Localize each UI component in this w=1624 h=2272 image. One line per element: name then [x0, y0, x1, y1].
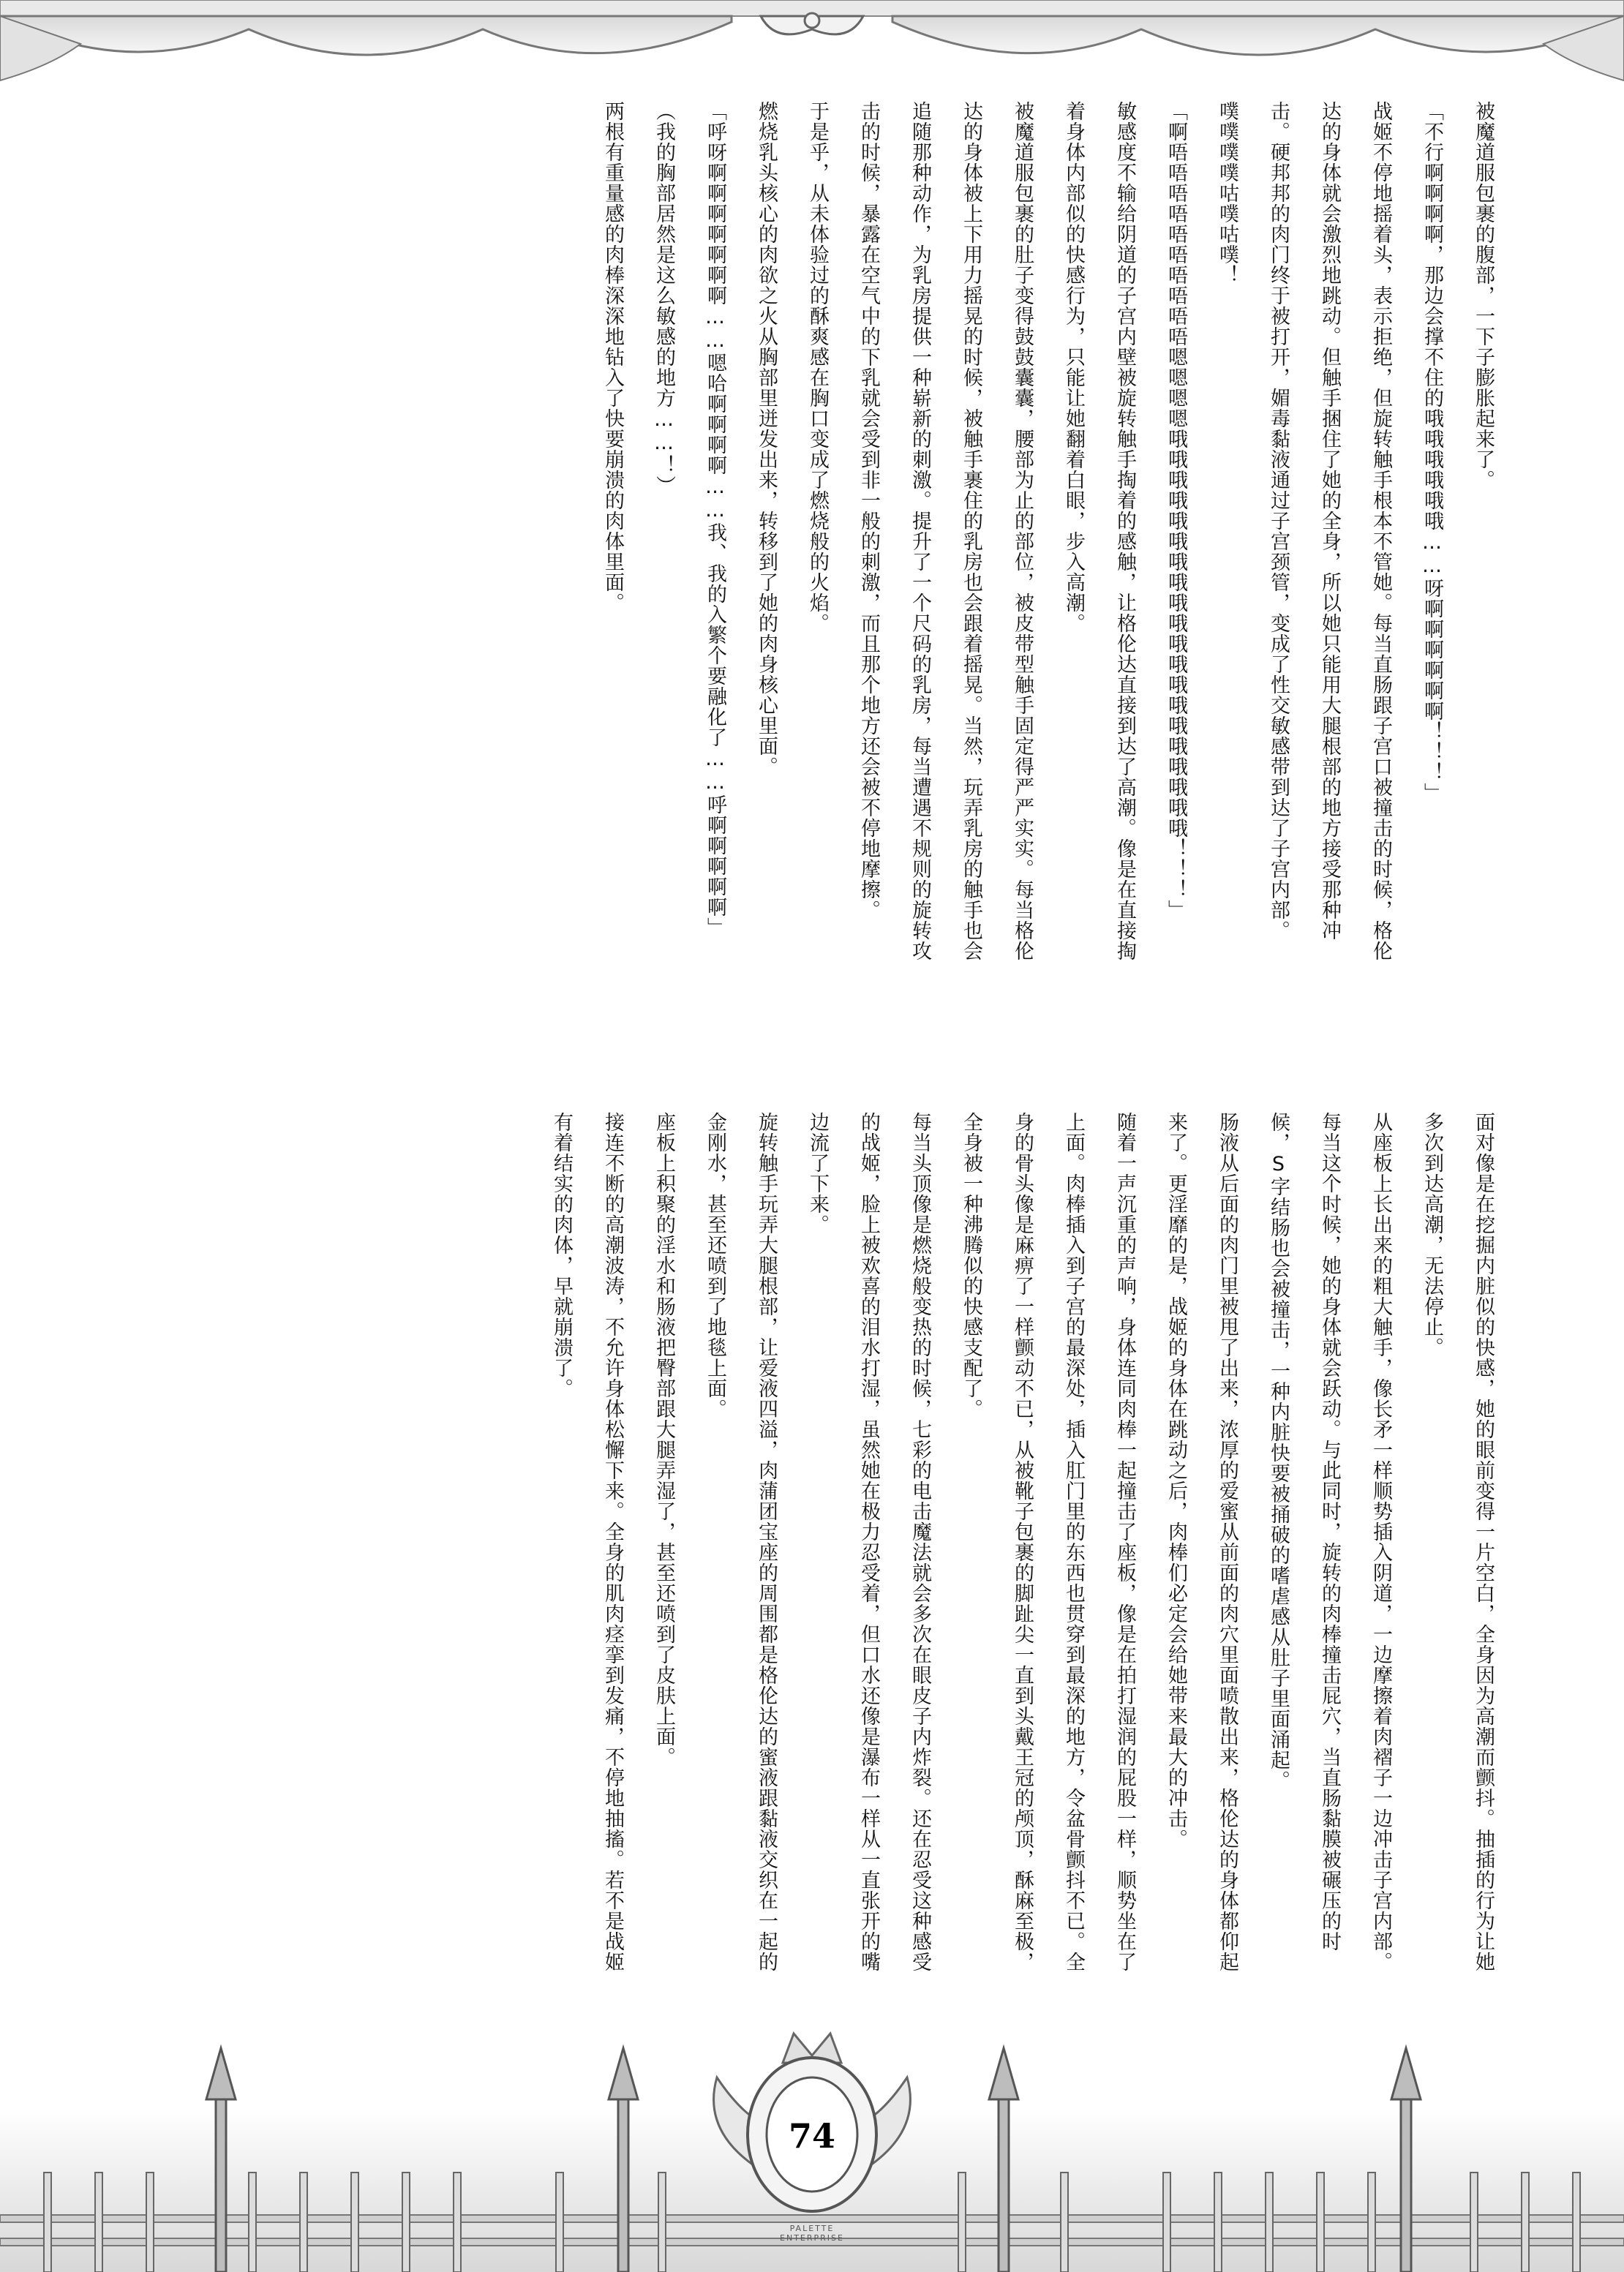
body-text-upper: 被魔道服包裹的腹部，一下子膨胀起来了。 「不行啊啊啊啊，那边会撑不住的哦哦哦哦哦哦……呀啊啊啊啊啊啊！！！」 战姬不停地摇着头，表示拒绝，但旋转触手根本不管她。每当直肠跟子宫口被撞击的时候，格伦达的身体就会激烈地跳动。但触手捆住了她的全身，所以她只能用大腿根部的地方接受那种冲击。硬邦邦的肉门终于被打开，媚毒黏液通过子宫颈管，变成了性交敏感带到达了子宫内部。 噗噗噗噗咕噗咕噗！ 「啊唔唔唔唔唔唔唔唔唔唔嗯嗯嗯嗯哦哦哦哦哦哦哦哦哦哦哦哦哦哦哦哦哦哦哦哦！！！」 敏感度不输给阴道的子宫内壁被旋转触手掏着的感触，让格伦达直接到达了高潮。像是在直接掏着身体内部似的快感行为，只能让她翻着白眼，步入高潮。 被魔道服包裹的肚子变得鼓鼓囊囊，腰部为止的部位，被皮带型触手固定得严严实实。每当格伦达的身体被上下用力摇晃的时候，被触手裹住的乳房也会跟着摇晃。当然，玩弄乳房的触手也会追随那种动作，为乳房提供一种崭新的刺激。提升了一个尺码的乳房，每当遭遇不规则的旋转攻击的时候，暴露在空气中的下乳就会受到非一般的刺激，而且那个地方还会被不停地摩擦。 于是乎，从未体验过的酥爽感在胸口变成了燃烧般的火焰。 燃烧乳头核心的肉欲之火从胸部里迸发出来，转移到了她的肉身核心里面。 「呼呀啊啊啊啊啊啊啊……嗯哈啊啊啊啊……我、我的入繁个要融化了……呼啊啊啊啊啊」 （我的胸部居然是这么敏感的地方……！） 两根有重量感的肉棒深深地钻入了快要崩溃的肉体里面。 [601, 101, 1495, 961]
body-text-lower: 面对像是在挖掘内脏似的快感，她的眼前变得一片空白，全身因为高潮而颤抖。抽插的行为让她多次到达高潮，无法停止。 从座板上长出来的粗大触手，像长矛一样顺势插入阴道，一边摩擦着肉褶子一边冲击子宫内部。每当这个时候，她的身体就会跃动。与此同时，旋转的肉棒撞击屁穴，当直肠黏膜被碾压的时候，S字结肠也会被撞击，一种内脏快要被捅破的嗜虐感从肚子里面涌起。 肠液从后面的肉门里被甩了出来，浓厚的爱蜜从前面的肉穴里面喷散出来，格伦达的身体都仰起来了。更淫靡的是，战姬的身体在跳动之后，肉棒们必定会给她带来最大的冲击。 随着一声沉重的声响，身体连同肉棒一起撞击了座板，像是在拍打湿润的屁股一样，顺势坐在了上面。肉棒插入到子宫的最深处，插入肛门里的东西也贯穿到最深的地方，令盆骨颤抖不已。全身的骨头像是麻痹了一样颤动不已，从被靴子包裹的脚趾尖一直到头戴王冠的颅顶，酥麻至极，全身被一种沸腾似的快感支配了。 每当头顶像是燃烧般变热的时候，七彩的电击魔法就会多次在眼皮子内炸裂。还在忍受这种感受的战姬，脸上被欢喜的泪水打湿，虽然她在极力忍受着，但口水还像是瀑布一样从一直张开的嘴边流了下来。 旋转触手玩弄大腿根部，让爱液四溢，肉蒲团宝座的周围都是格伦达的蜜液跟黏液交织在一起的金刚水，甚至还喷到了地毯上面。 座板上积聚的淫水和肠液把臀部跟大腿弄湿了，甚至还喷到了皮肤上面。 接连不断的高潮波涛，不允许身体松懈下来。全身的肌肉痉挛到发痛，不停地抽搐。若不是战姬有着结实的肉体，早就崩溃了。 [550, 1112, 1495, 1972]
top-curtain-frame [0, 0, 1624, 95]
publisher-brand: PALETTE ENTERPRISE [780, 2224, 844, 2243]
page-number: 74 [788, 2116, 835, 2156]
crest-ornament-top [761, 13, 863, 34]
